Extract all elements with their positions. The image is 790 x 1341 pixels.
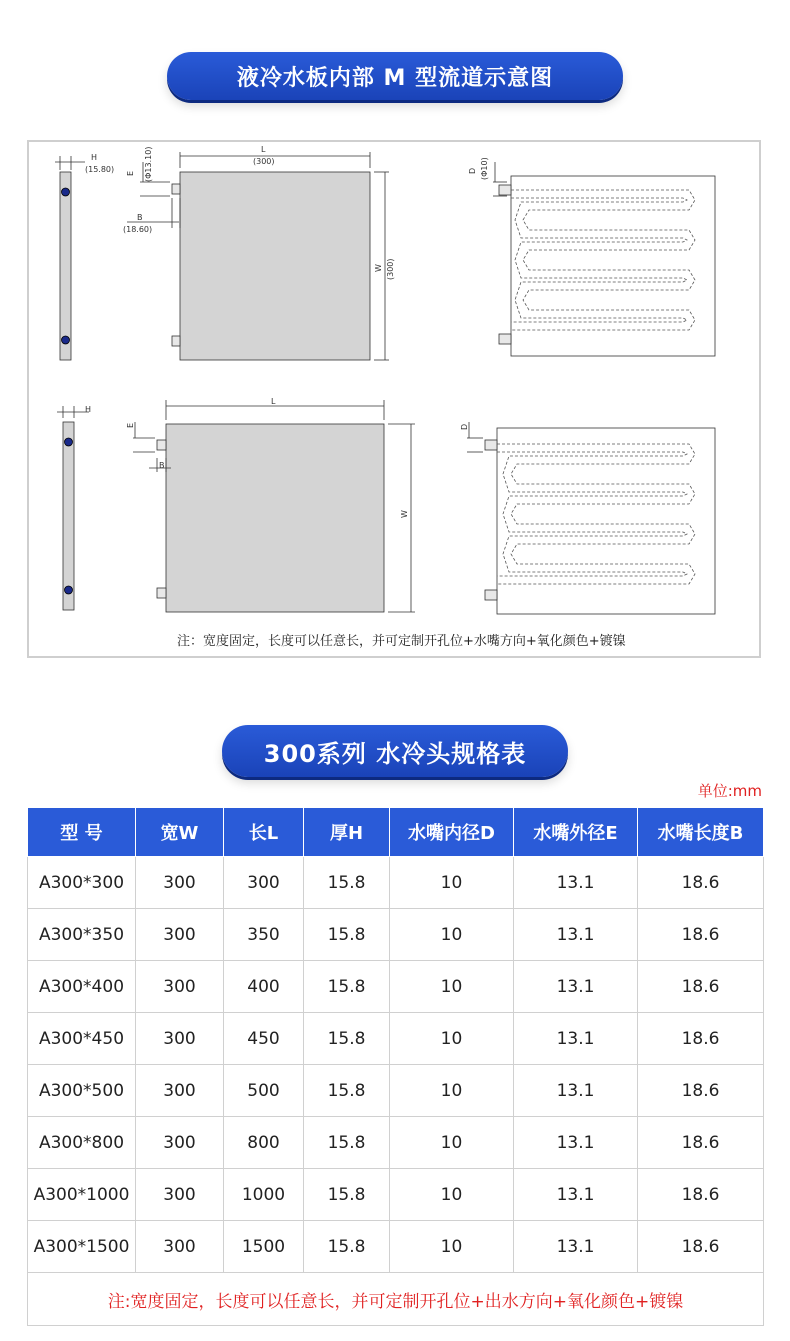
table-row: [28, 1221, 764, 1273]
cell-thickness: 15.8: [304, 1221, 390, 1273]
table-row: [28, 961, 764, 1013]
cell-model: A300*1500: [28, 1221, 136, 1273]
cell-thickness: 15.8: [304, 961, 390, 1013]
cell-outer-diameter: 13.1: [514, 857, 638, 909]
dim-W-label: W: [374, 264, 383, 272]
cell-outer-diameter: 13.1: [514, 1065, 638, 1117]
cell-model: A300*300: [28, 857, 136, 909]
dim-L2-label: L: [271, 397, 276, 406]
table-note: 注:宽度固定，长度可以任意长，并可定制开孔位+出水方向+氧化颜色+镀镍: [28, 1273, 764, 1326]
cell-length: 1000: [224, 1169, 304, 1221]
cell-model: A300*1000: [28, 1169, 136, 1221]
cell-model: A300*350: [28, 909, 136, 961]
cell-inner-diameter: 10: [390, 1221, 514, 1273]
cell-nozzle-length: 18.6: [638, 1169, 764, 1221]
table-row: [28, 1169, 764, 1221]
cell-length: 400: [224, 961, 304, 1013]
cell-length: 500: [224, 1065, 304, 1117]
main-plate-bottom: [166, 424, 384, 612]
dim-H2-label: H: [85, 405, 92, 414]
flow-channels-bottom: [497, 444, 695, 584]
dim-W-value: (300): [386, 258, 395, 280]
dim-L-value: (300): [253, 157, 275, 166]
table-row: [28, 1117, 764, 1169]
cell-width: 300: [136, 1065, 224, 1117]
cell-model: A300*500: [28, 1065, 136, 1117]
cell-nozzle-length: 18.6: [638, 909, 764, 961]
cell-model: A300*800: [28, 1117, 136, 1169]
cell-width: 300: [136, 961, 224, 1013]
table-row: [28, 1013, 764, 1065]
side-view-plate-bottom: [63, 422, 74, 610]
cell-nozzle-length: 18.6: [638, 961, 764, 1013]
cell-model: A300*400: [28, 961, 136, 1013]
header-inner-diameter: 水嘴内径D: [390, 808, 514, 857]
header-outer-diameter: 水嘴外径E: [514, 808, 638, 857]
cell-thickness: 15.8: [304, 1117, 390, 1169]
cell-thickness: 15.8: [304, 1065, 390, 1117]
table-row: [28, 1065, 764, 1117]
dim-H-value: (15.80): [85, 165, 115, 174]
header-nozzle-length: 水嘴长度B: [638, 808, 764, 857]
dim-B2-label: B: [159, 461, 165, 470]
table-row: [28, 909, 764, 961]
cell-length: 800: [224, 1117, 304, 1169]
unit-label: 单位:mm: [697, 782, 762, 800]
dim-E-label: E: [126, 170, 135, 176]
cell-nozzle-length: 18.6: [638, 1013, 764, 1065]
nozzle-top-2: [172, 336, 180, 346]
cell-length: 300: [224, 857, 304, 909]
cell-nozzle-length: 18.6: [638, 1117, 764, 1169]
technical-drawing: [27, 140, 761, 658]
cell-width: 300: [136, 1221, 224, 1273]
cell-width: 300: [136, 1013, 224, 1065]
cell-outer-diameter: 13.1: [514, 909, 638, 961]
cell-length: 350: [224, 909, 304, 961]
dim-D2-label: D: [460, 423, 469, 430]
drawing-svg: [29, 142, 759, 656]
header-width: 宽W: [136, 808, 224, 857]
cell-inner-diameter: 10: [390, 1169, 514, 1221]
cell-length: 450: [224, 1013, 304, 1065]
cell-width: 300: [136, 1169, 224, 1221]
dim-B-value: (18.60): [123, 225, 153, 234]
dim-W2-label: W: [400, 510, 409, 518]
cell-outer-diameter: 13.1: [514, 1117, 638, 1169]
cell-outer-diameter: 13.1: [514, 1221, 638, 1273]
dim-D-value: (Φ10): [480, 157, 489, 180]
section-title-flow-diagram: 液冷水板内部 M 型流道示意图: [167, 52, 623, 100]
dim-E2-label: E: [126, 422, 135, 428]
cell-width: 300: [136, 1117, 224, 1169]
cell-model: A300*450: [28, 1013, 136, 1065]
table-row: [28, 857, 764, 909]
cell-thickness: 15.8: [304, 1013, 390, 1065]
cell-width: 300: [136, 857, 224, 909]
side-view-plate-top: [60, 172, 71, 360]
section-title-spec-table: 300系列 水冷头规格表: [222, 725, 568, 777]
header-length: 长L: [224, 808, 304, 857]
dim-E-value: (Φ13.10): [144, 146, 153, 182]
header-model: 型 号: [28, 808, 136, 857]
spec-table: [27, 807, 764, 1326]
cell-nozzle-length: 18.6: [638, 1221, 764, 1273]
cell-thickness: 15.8: [304, 909, 390, 961]
dim-H-label: H: [91, 153, 98, 162]
cell-inner-diameter: 10: [390, 857, 514, 909]
cell-length: 1500: [224, 1221, 304, 1273]
cell-outer-diameter: 13.1: [514, 961, 638, 1013]
drawing-note: 注：宽度固定，长度可以任意长，并可定制开孔位+水嘴方向+氧化颜色+镀镍: [177, 634, 626, 649]
cell-inner-diameter: 10: [390, 1117, 514, 1169]
cell-inner-diameter: 10: [390, 961, 514, 1013]
cell-width: 300: [136, 909, 224, 961]
flow-schematic-top: [511, 176, 715, 356]
cell-nozzle-length: 18.6: [638, 857, 764, 909]
cell-thickness: 15.8: [304, 1169, 390, 1221]
table-note-row: [28, 1273, 764, 1326]
cell-outer-diameter: 13.1: [514, 1169, 638, 1221]
cell-inner-diameter: 10: [390, 1065, 514, 1117]
nozzle-top-1: [172, 184, 180, 194]
table-header-row: [28, 808, 764, 857]
cell-thickness: 15.8: [304, 857, 390, 909]
cell-nozzle-length: 18.6: [638, 1065, 764, 1117]
cell-outer-diameter: 13.1: [514, 1013, 638, 1065]
cell-inner-diameter: 10: [390, 1013, 514, 1065]
main-plate-top: [180, 172, 370, 360]
flow-channels-top: [511, 190, 695, 330]
cell-inner-diameter: 10: [390, 909, 514, 961]
dim-L-label: L: [261, 145, 266, 154]
dim-B-label: B: [137, 213, 143, 222]
header-thickness: 厚H: [304, 808, 390, 857]
dim-D-label: D: [468, 167, 477, 174]
